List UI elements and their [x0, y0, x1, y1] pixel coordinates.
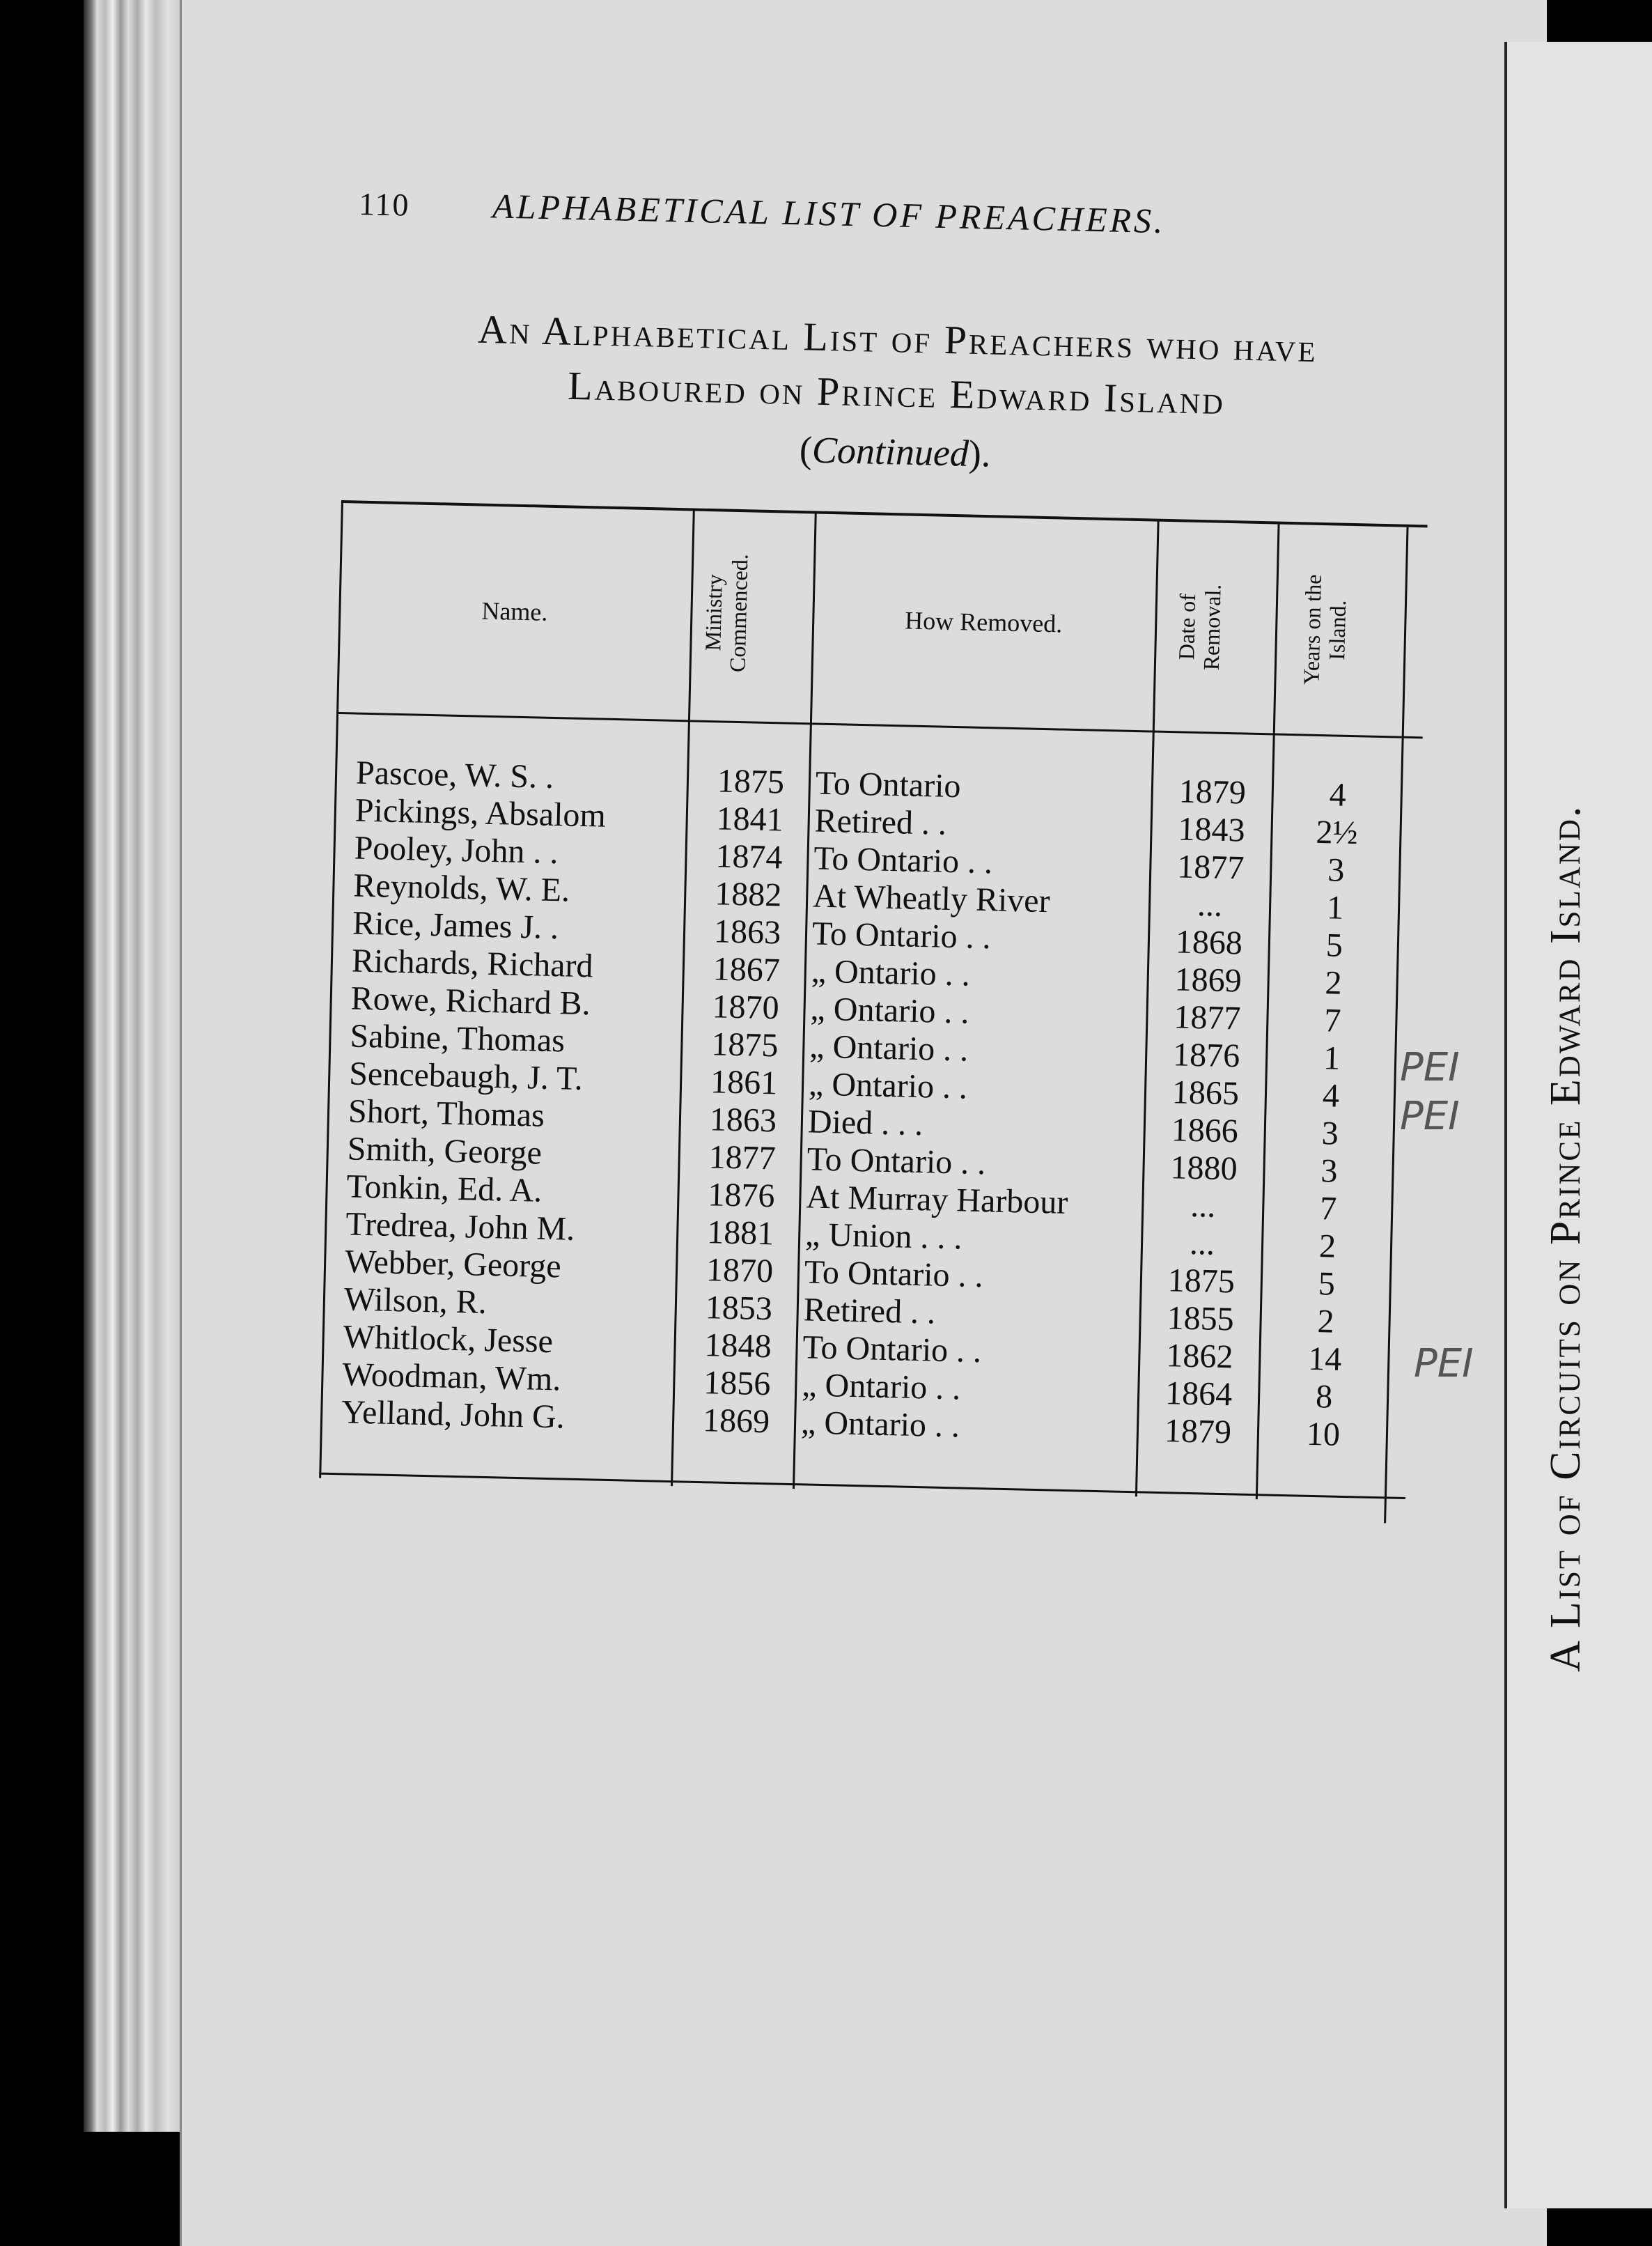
cell-commenced: 1863: [713, 913, 781, 952]
cell-name: Smith, George: [347, 1130, 543, 1172]
cell-years: 3: [1327, 851, 1345, 889]
cell-date-removal: 1869: [1174, 961, 1242, 1000]
handwritten-pei-note-2: PEI: [1400, 1094, 1460, 1139]
col-header-date: [1172, 543, 1226, 711]
continued-close: ).: [968, 432, 992, 475]
cell-commenced: 1877: [708, 1138, 777, 1177]
cell-name: Whitlock, Jesse: [343, 1318, 554, 1361]
col-header-date-1: Date of: [1174, 593, 1201, 660]
cell-how-removed: To Ontario . .: [811, 915, 992, 957]
cell-how-removed: At Murray Harbour: [805, 1178, 1068, 1221]
cell-years: 4: [1329, 776, 1347, 814]
cell-name: Short, Thomas: [348, 1092, 545, 1134]
preachers-table: [319, 500, 1427, 1503]
cell-commenced: 1874: [715, 837, 784, 876]
cell-commenced: 1881: [706, 1214, 774, 1253]
cell-years: 2: [1317, 1303, 1335, 1340]
handwritten-pei-note-3: PEI: [1414, 1341, 1474, 1386]
cell-date-removal: 1868: [1175, 923, 1243, 962]
heading-line-1: An Alphabetical List of Preachers who have: [477, 306, 1318, 371]
cell-years: 10: [1306, 1415, 1341, 1453]
cell-name: Rice, James J. .: [352, 904, 559, 947]
cell-commenced: 1867: [712, 950, 781, 989]
cell-date-removal: 1843: [1178, 810, 1246, 849]
cell-date-removal: 1866: [1171, 1111, 1239, 1150]
cell-how-removed: Retired . .: [814, 802, 947, 842]
cell-how-removed: Retired . .: [803, 1291, 936, 1331]
cell-date-removal: 1862: [1165, 1337, 1234, 1376]
cell-how-removed: At Wheatly River: [812, 877, 1051, 920]
cell-date-removal: 1879: [1164, 1412, 1232, 1451]
cell-date-removal: ...: [1190, 1186, 1216, 1225]
page-number: 110: [358, 186, 411, 223]
cell-years: 8: [1315, 1378, 1333, 1416]
cell-how-removed: „ Ontario . .: [810, 990, 970, 1031]
cell-name: Pascoe, W. S. .: [355, 754, 554, 796]
cell-date-removal: ...: [1189, 1224, 1215, 1262]
cell-commenced: 1870: [712, 988, 780, 1027]
cell-commenced: 1861: [710, 1063, 778, 1102]
col-header-ministry-2: Commenced.: [724, 553, 753, 673]
cell-years: 1: [1323, 1039, 1341, 1077]
cell-commenced: 1882: [714, 875, 782, 914]
cell-commenced: 1853: [705, 1289, 773, 1328]
col-header-years-2: Island.: [1324, 600, 1351, 661]
cell-how-removed: To Ontario: [815, 764, 962, 805]
heading-line-2: Laboured on Prince Edward Island: [567, 362, 1226, 424]
cell-date-removal: 1865: [1171, 1074, 1240, 1113]
cell-years: 1: [1326, 889, 1344, 927]
header-rule: [336, 712, 1423, 738]
col-header-date-2: Removal.: [1198, 584, 1226, 671]
col-header-ministry-1: Ministry: [700, 573, 727, 651]
cell-date-removal: ...: [1197, 886, 1223, 924]
continued-open: (: [799, 428, 813, 471]
cell-date-removal: 1875: [1167, 1262, 1236, 1301]
cell-how-removed: „ Union . . .: [804, 1216, 963, 1257]
cell-commenced: 1875: [717, 762, 785, 801]
cell-date-removal: 1855: [1167, 1299, 1235, 1338]
cell-years: 7: [1323, 1002, 1342, 1039]
cell-commenced: 1875: [710, 1025, 779, 1064]
cell-name: Yelland, John G.: [341, 1393, 566, 1436]
cell-name: Woodman, Wm.: [341, 1356, 561, 1398]
col-header-ministry: [699, 525, 754, 701]
cell-years: 3: [1321, 1115, 1339, 1152]
cell-commenced: 1869: [702, 1402, 770, 1441]
cell-name: Tonkin, Ed. A.: [346, 1168, 543, 1209]
cell-how-removed: „ Ontario . .: [808, 1065, 968, 1106]
cell-years: 5: [1325, 927, 1343, 964]
page-heading: [359, 300, 1435, 486]
cell-commenced: 1870: [706, 1251, 774, 1290]
cell-date-removal: 1877: [1176, 848, 1245, 887]
cell-date-removal: 1864: [1164, 1374, 1233, 1414]
cell-name: Richards, Richard: [351, 942, 594, 985]
cell-how-removed: „ Ontario . .: [811, 952, 971, 993]
cell-name: Pooley, John . .: [354, 829, 559, 872]
cell-how-removed: To Ontario . .: [802, 1329, 982, 1370]
cell-name: Wilson, R.: [343, 1280, 488, 1322]
cell-years: 14: [1307, 1340, 1342, 1378]
continued-word: Continued: [811, 428, 969, 474]
cell-name: Sencebaugh, J. T.: [348, 1055, 584, 1098]
cell-date-removal: 1879: [1178, 773, 1247, 812]
cell-years: 2½: [1315, 813, 1359, 852]
running-title: ALPHABETICAL LIST OF PREACHERS.: [492, 186, 1167, 241]
cell-how-removed: To Ontario . .: [806, 1140, 986, 1182]
cell-years: 5: [1318, 1265, 1336, 1303]
cell-commenced: 1863: [709, 1101, 777, 1140]
cell-years: 4: [1322, 1077, 1340, 1115]
cell-years: 7: [1319, 1190, 1337, 1227]
cell-name: Pickings, Absalom: [354, 791, 607, 835]
cell-commenced: 1841: [716, 800, 784, 839]
cell-commenced: 1856: [703, 1364, 771, 1403]
col-header-years-1: Years on the: [1298, 574, 1326, 686]
cell-name: Reynolds, W. E.: [352, 867, 570, 909]
cell-date-removal: 1880: [1169, 1149, 1238, 1188]
cell-years: 3: [1320, 1152, 1339, 1190]
cell-how-removed: To Ontario . .: [804, 1253, 984, 1295]
cell-years: 2: [1318, 1227, 1337, 1265]
facing-page-title: A List of Circuits on Prince Edward Island.: [1542, 804, 1589, 1672]
cell-name: Tredrea, John M.: [345, 1205, 575, 1248]
col-header-name: Name.: [481, 596, 548, 626]
cell-how-removed: To Ontario . .: [813, 839, 993, 881]
cell-name: Rowe, Richard B.: [350, 979, 591, 1023]
cell-how-removed: „ Ontario . .: [809, 1028, 969, 1069]
cell-commenced: 1848: [704, 1326, 772, 1365]
cell-how-removed: „ Ontario . .: [801, 1366, 961, 1407]
cell-date-removal: 1876: [1172, 1036, 1240, 1075]
cell-date-removal: 1877: [1173, 998, 1242, 1037]
col-header-years: [1298, 532, 1352, 728]
handwritten-pei-note-1: PEI: [1400, 1045, 1460, 1090]
cell-name: Webber, George: [344, 1243, 562, 1285]
book-binding: [84, 0, 181, 2132]
cell-name: Sabine, Thomas: [349, 1017, 566, 1060]
cell-commenced: 1876: [707, 1176, 776, 1215]
col-header-how: How Removed.: [904, 606, 1063, 638]
cell-how-removed: Died . . .: [807, 1103, 924, 1143]
table-body: [320, 754, 1422, 1455]
cell-years: 2: [1325, 964, 1343, 1002]
cell-how-removed: „ Ontario . .: [800, 1404, 960, 1445]
